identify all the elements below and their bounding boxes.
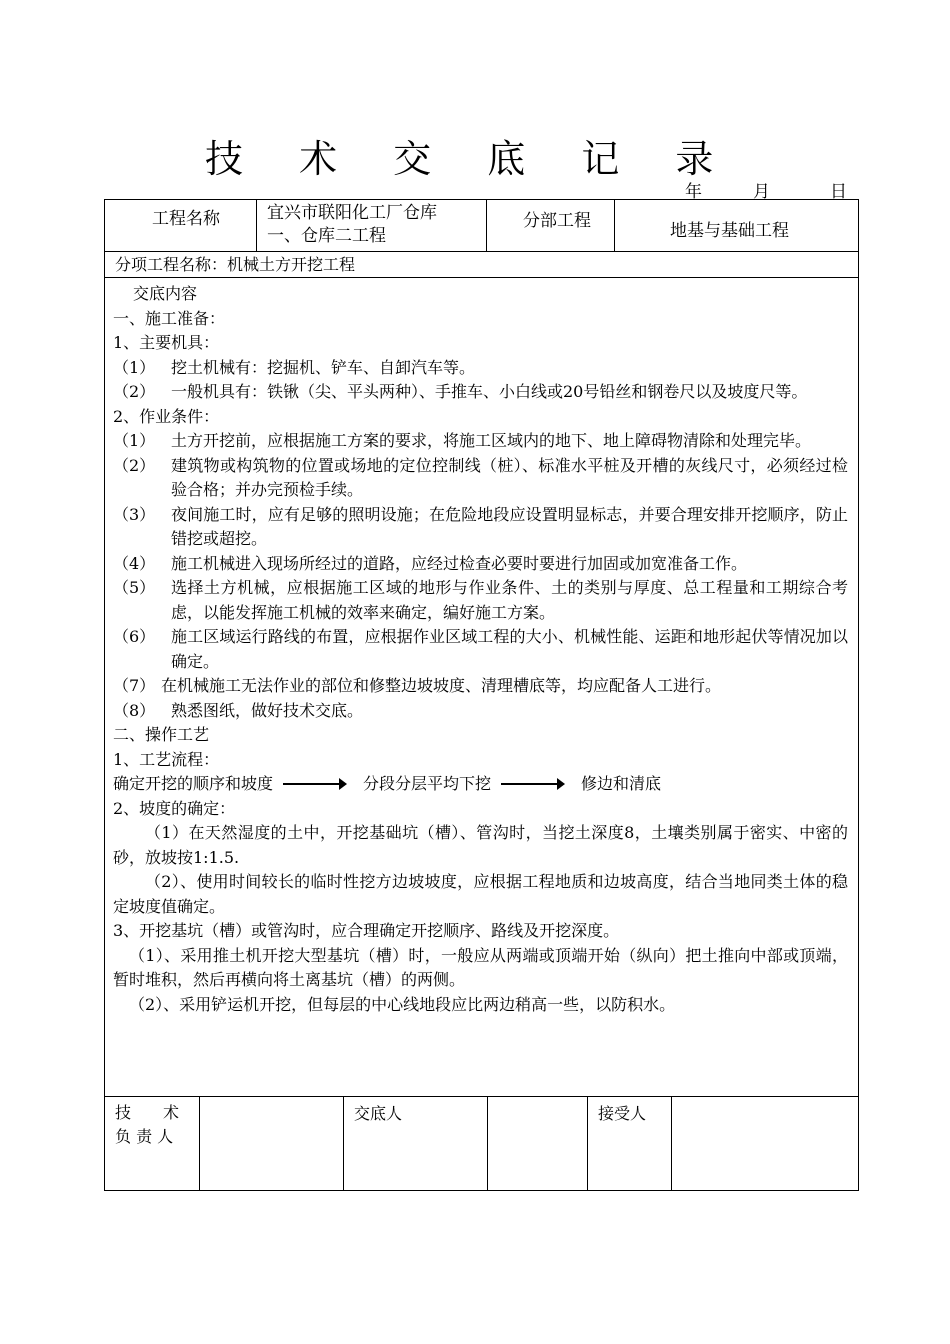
section-2-3-heading: 3、开挖基坑（槽）或管沟时，应合理确定开挖顺序、路线及开挖深度。 (113, 921, 620, 940)
paragraph: （1）、采用推土机开挖大型基坑（槽）时，一般应从两端或顶端开始（纵向）把土推向中部或顶端，暂时堆积，然后再横向将土离基坑（槽）的两侧。 (113, 945, 848, 989)
date-month: 月 (753, 182, 770, 202)
project-value-line2: 一、仓库二工程 (267, 226, 386, 246)
project-value-line1: 宜兴市联阳化工厂仓库 (267, 203, 437, 223)
section-1-1-heading: 1、主要机具： (113, 333, 220, 352)
project-header-row (105, 200, 858, 252)
list-item: （2） 建筑物或构筑物的位置或场地的定位控制线（桩）、标准水平桩及开槽的灰线尺寸，必须经过检验合格；并办完预检手续。 (113, 455, 848, 499)
division-value: 地基与基础工程 (670, 221, 789, 241)
process-flow (113, 772, 848, 797)
date-year: 年 (685, 182, 702, 202)
flow-step: 分段分层平均下挖 (363, 774, 492, 793)
section-2-2-heading: 2、坡度的确定： (113, 798, 236, 818)
tech-lead-label-line2: 负 责 人 (115, 1127, 174, 1146)
receiver-label-cell (588, 1097, 672, 1190)
section-1-2-heading: 2、作业条件： (113, 406, 220, 426)
list-item: （2） 一般机具有：铁锹（尖、平头两种）、手推车、小白线或20号铅丝和钢卷尺以及坡度尺等。 (113, 382, 808, 401)
content-heading: 交底内容 (133, 284, 198, 303)
list-item: （1） 土方开挖前，应根据施工方案的要求，将施工区域内的地下、地上障碍物清除和处理完毕。 (113, 431, 812, 450)
discloser-label-cell (344, 1097, 488, 1190)
discloser-label: 交底人 (354, 1104, 403, 1123)
date-day: 日 (830, 182, 847, 202)
flow-step: 确定开挖的顺序和坡度 (113, 774, 274, 793)
list-item: （4） 施工机械进入现场所经过的道路，应经过检查必要时要进行加固或加宽准备工作。 (113, 553, 748, 573)
tech-lead-label-cell (105, 1097, 200, 1190)
list-item: （3） 夜间施工时，应有足够的照明设施；在危险地段应设置明显标志，并要合理安排开挖顺序，防止错挖或超挖。 (113, 504, 848, 548)
flow-step: 修边和清底 (581, 774, 662, 793)
disclosure-content (105, 278, 858, 1096)
list-item: （1） 挖土机械有：挖掘机、铲车、自卸汽车等。 (113, 357, 476, 377)
arrow-right-icon (283, 783, 341, 785)
project-label-cell (105, 200, 257, 251)
paragraph: （1）在天然湿度的土中，开挖基础坑（槽）、管沟时，当挖土深度8，土壤类别属于密实、中密的砂，放坡按1:1.5. (113, 823, 848, 867)
subitem-row: 分项工程名称：机械土方开挖工程 (105, 252, 858, 278)
tech-lead-label-line1: 技 术 (115, 1103, 180, 1122)
paragraph: （2）、采用铲运机开挖，但每层的中心线地段应比两边稍高一些，以防积水。 (129, 994, 676, 1014)
paragraph: （2）、使用时间较长的临时性挖方边坡坡度，应根据工程地质和边坡高度，结合当地同类土体的稳定坡度值确定。 (113, 872, 848, 916)
division-label-cell (487, 200, 615, 251)
section-2-1-heading: 1、工艺流程： (113, 749, 220, 769)
tech-lead-signature-cell (200, 1097, 344, 1190)
division-label: 分部工程 (523, 211, 591, 231)
section-1-heading: 一、施工准备： (113, 308, 226, 328)
page-title: 技 术 交 底 记 录 (205, 137, 736, 181)
discloser-signature-cell (488, 1097, 588, 1190)
list-item: （6） 施工区域运行路线的布置，应根据作业区域工程的大小、机械性能、运距和地形起伏等情况加以确定。 (113, 627, 848, 671)
record-table (104, 199, 859, 1191)
arrow-right-icon (501, 783, 559, 785)
project-label: 工程名称 (152, 209, 220, 229)
list-item: （7） 在机械施工无法作业的部位和修整边坡坡度、清理槽底等，均应配备人工进行。 (113, 676, 722, 695)
signature-row (105, 1096, 858, 1190)
list-item: （8） 熟悉图纸，做好技术交底。 (113, 700, 364, 720)
division-value-cell (615, 200, 858, 251)
receiver-label: 接受人 (598, 1104, 647, 1123)
list-item: （5） 选择土方机械，应根据施工区域的地形与作业条件、土的类别与厚度、总工程量和工期综合考虑，以能发挥施工机械的效率来确定，编好施工方案。 (113, 578, 848, 622)
project-value-cell (257, 200, 487, 251)
receiver-signature-cell (672, 1097, 858, 1190)
section-2-heading: 二、操作工艺 (113, 725, 210, 744)
